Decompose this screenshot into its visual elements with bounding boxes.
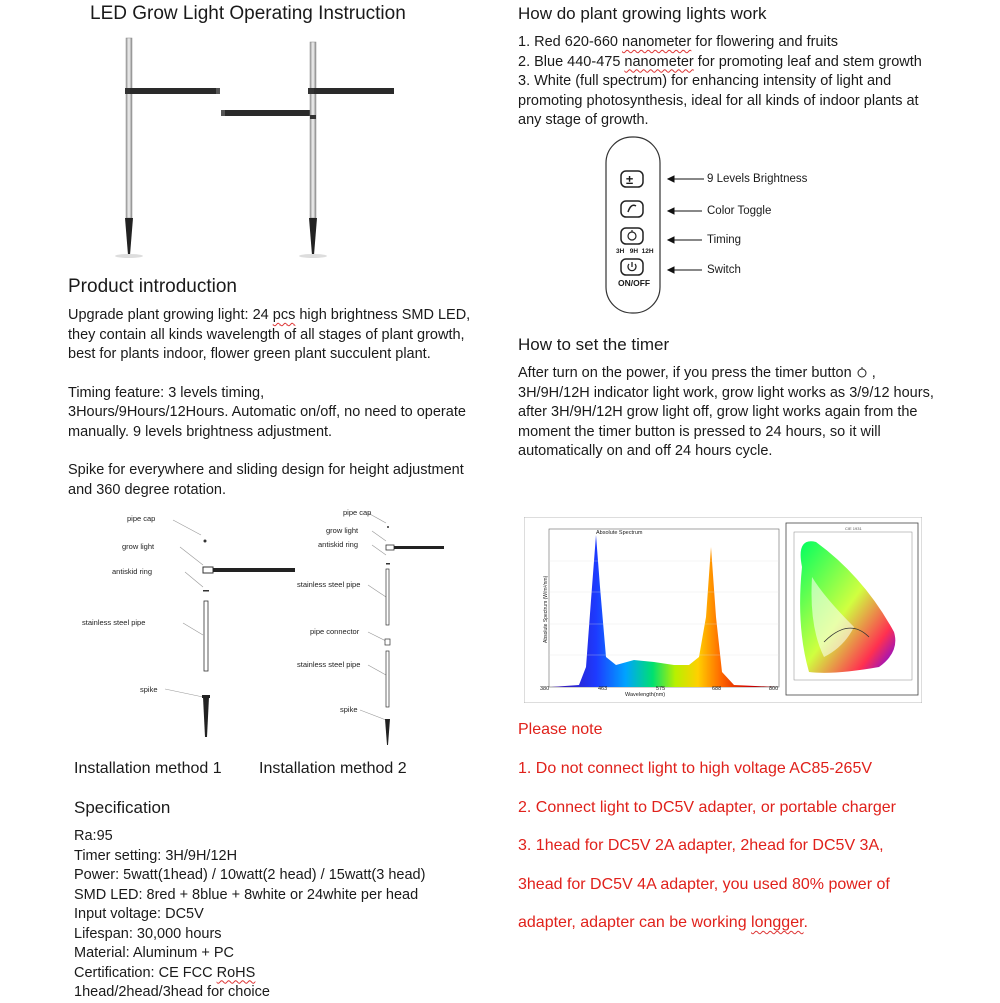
spec-list	[74, 827, 494, 1003]
spectrum-ylabel: Absolute Spectrum (W/m²/nm)	[543, 575, 549, 643]
d1-label-spike: spike	[140, 685, 158, 694]
product-photo	[100, 30, 440, 265]
note-2: 2. Connect light to DC5V adapter, or portable charger	[518, 799, 896, 816]
d2-label-steel-pipe-1: stainless steel pipe	[297, 580, 361, 589]
d2-label-pipe-connector: pipe connector	[310, 627, 360, 636]
spec-line: SMD LED: 8red + 8blue + 8white or 24white per head	[74, 886, 419, 903]
spec-line: 1head/2head/3head for choice	[74, 984, 270, 1000]
spec-line: Ra:95	[74, 828, 113, 844]
spec-line: Certification: CE FCC RoHS	[74, 964, 256, 981]
d2-label-grow-light: grow light	[326, 526, 359, 535]
spectrum-xlabel: Wavelength(nm)	[625, 692, 666, 698]
d1-label-grow-light: grow light	[122, 542, 155, 551]
cie-title: CIE 1931	[845, 526, 862, 531]
spectrum-figure	[524, 517, 922, 703]
spec-title: Specification	[74, 798, 171, 817]
note-title: Please note	[518, 721, 603, 738]
spec-line: Timer setting: 3H/9H/12H	[74, 847, 238, 864]
spec-line: Material: Aluminum + PC	[74, 945, 234, 961]
spectrum-title: Absolute Spectrum	[596, 530, 643, 536]
product-intro-text: Upgrade plant growing light: 24 pcs high brightness SMD LED, they contain all kinds wavelength of all stages of plant growth, best for plants indoor, flower green plant succulent plant. Timing feature: 3 levels timing, 3Hours/9Hours/12Hours. Automatic on/off, no need to operate manually. 9 levels brightness adjustment. Spike for everywhere and sliding design for height adjustment and 360 degree rotation.	[68, 307, 471, 498]
d1-label-steel-pipe: stainless steel pipe	[82, 618, 146, 627]
how-list: 1. Red 620-660 nanometer for flowering and fruits 2. Blue 440-475 nanometer for promoting leaf and stem growth 3. White (full spectrum) for enhancing intensity of light and promoting photosynthesis, ideal for all kinds of indoor plants at any stage of growth.	[518, 34, 922, 128]
spec-line: Lifespan: 30,000 hours	[74, 925, 222, 942]
xtick-380: 380	[540, 686, 550, 692]
timer-icon	[856, 366, 868, 378]
page-title: LED Grow Light Operating Instruction	[90, 3, 406, 24]
xtick-463: 463	[598, 686, 608, 692]
label-timing: Timing	[707, 234, 742, 246]
note-5: adapter, adapter can be working longger.	[518, 914, 808, 931]
label-brightness: 9 Levels Brightness	[707, 173, 808, 185]
xtick-688: 688	[712, 686, 722, 692]
timer-text: After turn on the power, if you press the timer button , 3H/9H/12H indicator light work, grow light works as 3/9/12 hours, after 3H/9H/12H grow light off, grow light works again from the moment the timer button is pressed to 24 hours, so it will automatically on and off 24 hours cycle.	[518, 365, 934, 459]
remote-control	[600, 133, 830, 318]
product-intro-title: Product introduction	[68, 276, 237, 297]
d2-label-steel-pipe-2: stainless steel pipe	[297, 660, 361, 669]
note-4: 3head for DC5V 4A adapter, you used 80% power of	[518, 876, 890, 893]
timer-title: How to set the timer	[518, 335, 670, 354]
label-switch: Switch	[707, 264, 741, 276]
label-color-toggle: Color Toggle	[707, 205, 772, 217]
d1-label-pipe-cap: pipe cap	[127, 514, 156, 523]
d1-label-antiskid-ring: antiskid ring	[112, 567, 153, 576]
d2-label-spike: spike	[340, 705, 358, 714]
installation-method-2: Installation method 2	[259, 760, 407, 777]
xtick-800: 800	[769, 686, 779, 692]
spec-line: Power: 5watt(1head) / 10watt(2 head) / 15watt(3 head)	[74, 867, 426, 883]
xtick-575: 575	[656, 686, 666, 692]
note-3: 3. 1head for DC5V 2A adapter, 2head for DC5V 3A,	[518, 837, 884, 854]
onoff-label: ON/OFF	[618, 278, 651, 288]
plusminus-icon: ±	[626, 172, 634, 187]
d2-label-pipe-cap: pipe cap	[343, 508, 372, 517]
d2-label-antiskid-ring: antiskid ring	[318, 540, 359, 549]
timer-marks: 3H 9H 12H	[616, 248, 654, 255]
color-toggle-button	[621, 201, 643, 217]
how-title: How do plant growing lights work	[518, 4, 767, 23]
installation-method-1: Installation method 1	[74, 760, 222, 777]
note-1: 1. Do not connect light to high voltage AC85-265V	[518, 760, 873, 777]
spec-line: Input voltage: DC5V	[74, 906, 204, 922]
